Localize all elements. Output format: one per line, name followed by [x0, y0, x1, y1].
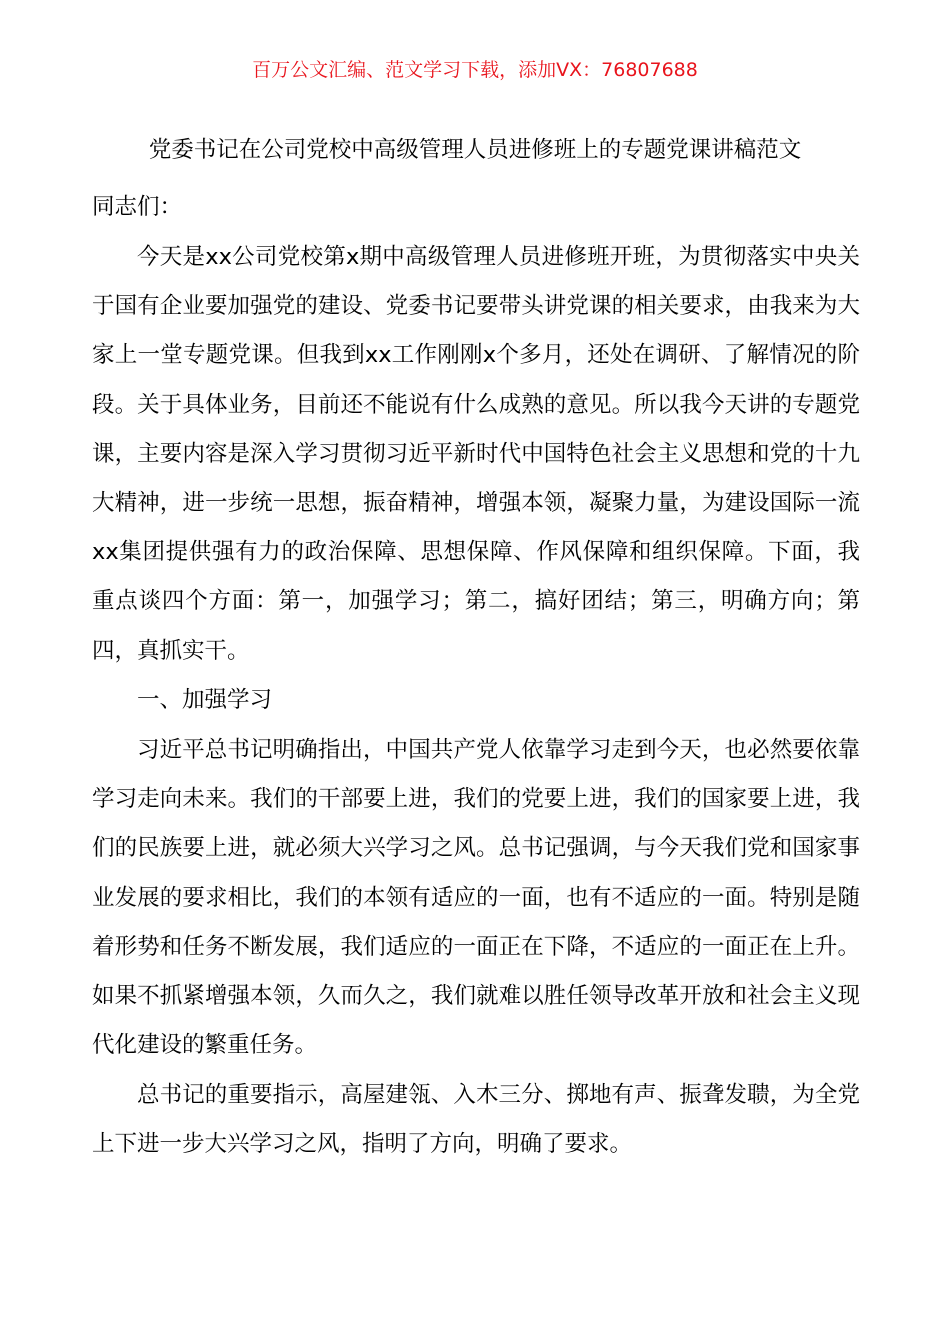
- document-title: 党委书记在公司党校中高级管理人员进修班上的专题党课讲稿范文: [148, 137, 802, 163]
- salutation: 同志们：: [92, 194, 183, 220]
- header-banner: 百万公文汇编、范文学习下载，添加VX：76807688: [252, 59, 698, 81]
- paragraph-study: 习近平总书记明确指出，中国共产党人依靠学习走到今天，也必然要依靠学习走向未来。我们的干部要上进，我们的党要上进，我们的国家要上进，我们的民族要上进，就必须大兴学习之风。总书记强调，与今天我们党和国家事业发展的要求相比，我们的本领有适应的一面，也有不适应的一面。特别是随着形势和任务不断发展，我们适应的一面正在下降，不适应的一面正在上升。如果不抓紧增强本领，久而久之，我们就难以胜任领导改革开放和社会主义现代化建设的繁重任务。: [92, 737, 860, 1059]
- paragraph-instructions: 总书记的重要指示，高屋建瓴、入木三分、掷地有声、振聋发聩，为全党上下进一步大兴学习之风，指明了方向，明确了要求。: [92, 1082, 860, 1158]
- section-heading: 一、加强学习: [137, 687, 273, 713]
- paragraph-intro: 今天是xx公司党校第x期中高级管理人员进修班开班，为贯彻落实中央关于国有企业要加强党的建设、党委书记要带头讲党课的相关要求，由我来为大家上一堂专题党课。但我到xx工作刚刚x个多月，还处在调研、了解情况的阶段。关于具体业务，目前还不能说有什么成熟的意见。所以我今天讲的专题党课，主要内容是深入学习贯彻习近平新时代中国特色社会主义思想和党的十九大精神，进一步统一思想，振奋精神，增强本领，凝聚力量，为建设国际一流xx集团提供强有力的政治保障、思想保障、作风保障和组织保障。下面，我重点谈四个方面：第一，加强学习；第二，搞好团结；第三，明确方向；第四，真抓实干。: [92, 244, 860, 664]
